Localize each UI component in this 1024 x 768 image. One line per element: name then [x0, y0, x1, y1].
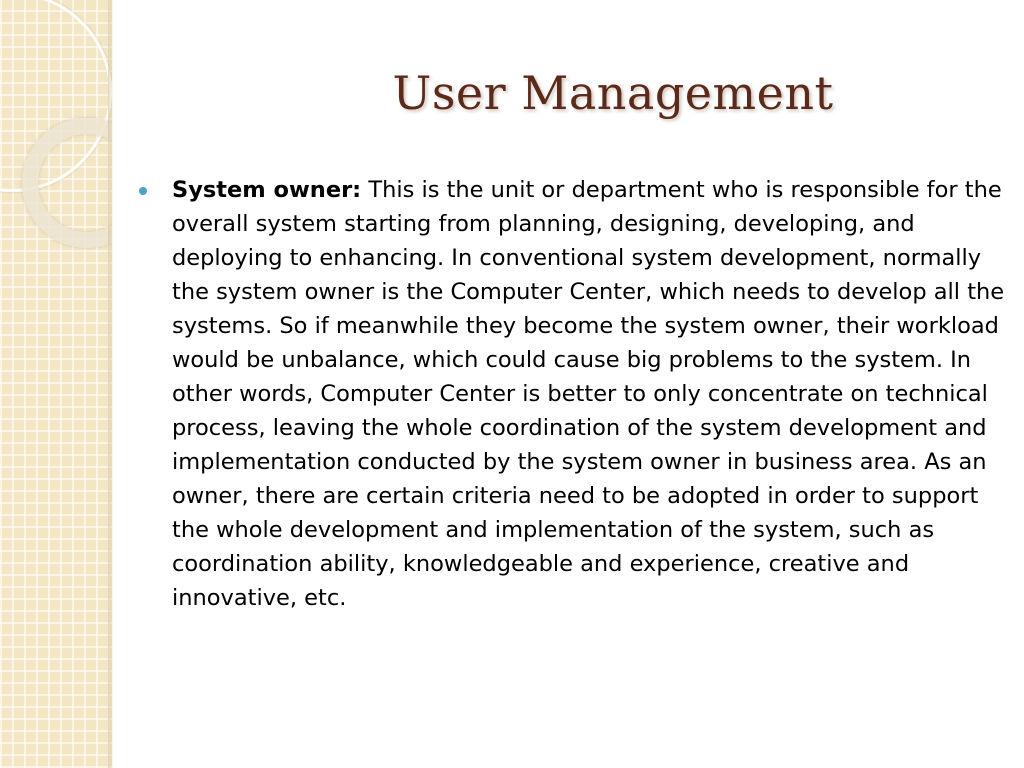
slide-title: User Management [392, 66, 834, 120]
decorative-side-panel [0, 0, 112, 768]
bullet-text [172, 173, 1013, 615]
bullet-dot-icon [139, 187, 147, 195]
bullet-label: System owner: [172, 177, 362, 203]
bullet-item [135, 173, 1013, 615]
bullet-body: This is the unit or department who is responsible for the overall system starting from planning, designing, developing, and deploying to enhancing. In conventional system development, normally the system owner is the Computer Center, which needs to develop all the systems. So if meanwhile they become the system owner, their workload would be unbalance, which could cause big problems to the system. In other words, Computer Center is better to only concentrate on technical process, leaving the whole coordination of the system development and implementation conducted by the system owner in business area. As an owner, there are certain criteria need to be adopted in order to support the whole development and implementation of the system, such as coordination ability, knowledgeable and experience, creative and innovative, etc. [172, 177, 1005, 611]
slide-content [135, 173, 1013, 615]
